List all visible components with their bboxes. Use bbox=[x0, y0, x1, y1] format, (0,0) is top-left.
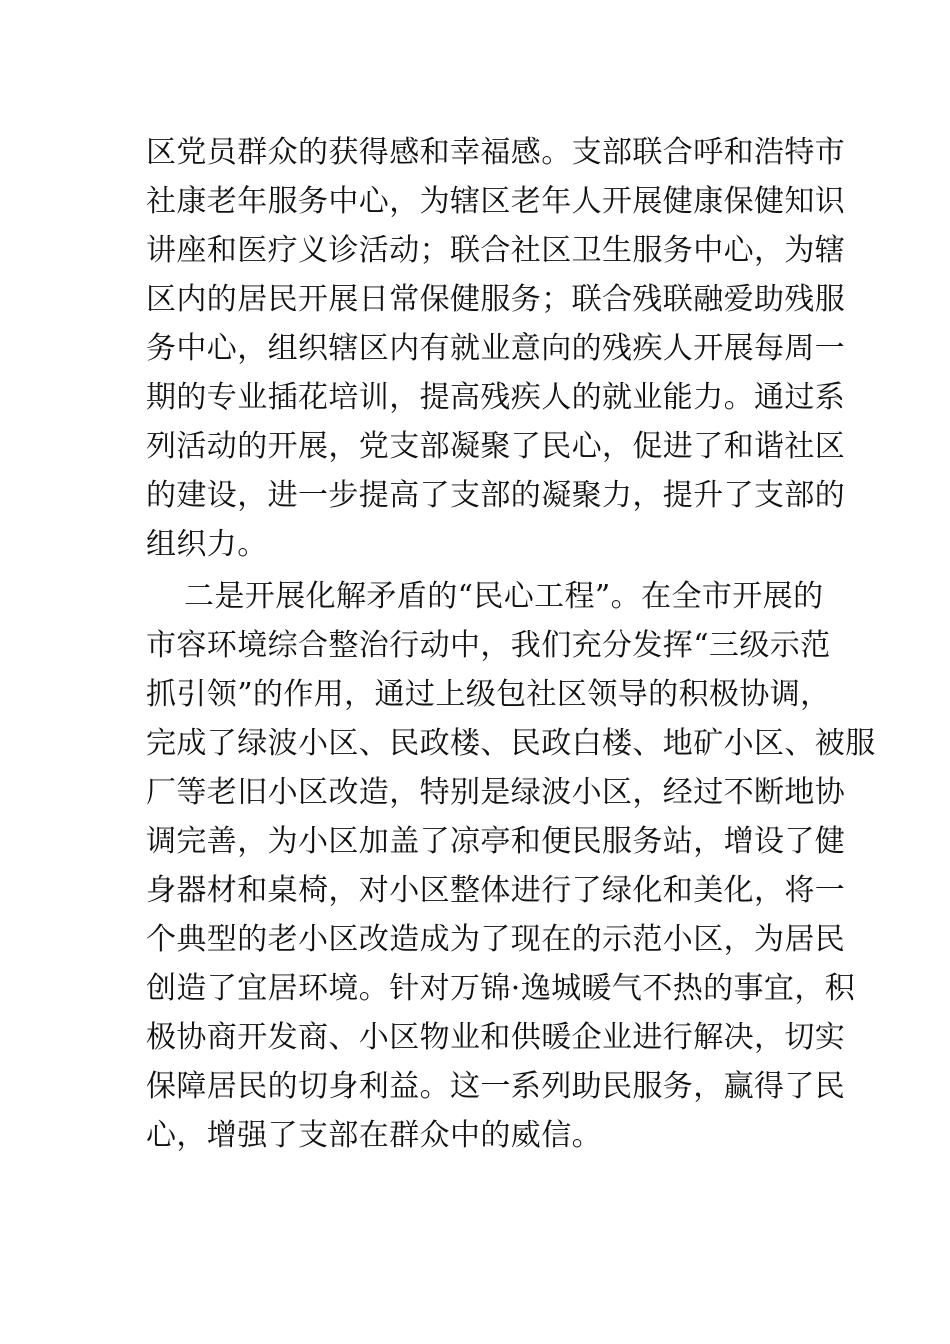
text-line: 二是开展化解矛盾的“民心工程”。在全市开展的 bbox=[184, 579, 824, 614]
text-line: 极协商开发商、小区物业和供暖企业进行解决，切实 bbox=[146, 1020, 846, 1055]
text-line: 期的专业插花培训，提高残疾人的就业能力。通过系 bbox=[146, 380, 846, 415]
text-line: 创造了宜居环境。针对万锦·逸城暖气不热的事宜，积 bbox=[146, 971, 856, 1006]
text-line: 抓引领”的作用，通过上级包社区领导的积极协调， bbox=[146, 677, 831, 712]
text-line: 的建设，进一步提高了支部的凝聚力，提升了支部的 bbox=[146, 478, 846, 513]
text-line: 讲座和医疗义诊活动；联合社区卫生服务中心，为辖 bbox=[146, 233, 846, 268]
text-line: 保障居民的切身利益。这一系列助民服务，赢得了民 bbox=[146, 1069, 846, 1104]
text-line: 组织力。 bbox=[146, 527, 268, 562]
text-line: 心，增强了支部在群众中的威信。 bbox=[146, 1118, 602, 1153]
text-line: 身器材和桌椅，对小区整体进行了绿化和美化，将一 bbox=[146, 873, 846, 908]
text-line: 区内的居民开展日常保健服务；联合残联融爱助残服 bbox=[146, 282, 846, 317]
text-line: 区党员群众的获得感和幸福感。支部联合呼和浩特市 bbox=[146, 135, 846, 170]
text-line: 厂等老旧小区改造，特别是绿波小区，经过不断地协 bbox=[146, 775, 846, 810]
text-line: 列活动的开展，党支部凝聚了民心，促进了和谐社区 bbox=[146, 429, 846, 464]
text-line: 社康老年服务中心，为辖区老年人开展健康保健知识 bbox=[146, 184, 846, 219]
text-line: 务中心，组织辖区内有就业意向的残疾人开展每周一 bbox=[146, 331, 846, 366]
text-line: 市容环境综合整治行动中，我们充分发挥“三级示范 bbox=[146, 628, 831, 663]
text-line: 完成了绿波小区、民政楼、民政白楼、地矿小区、被服 bbox=[146, 726, 876, 761]
text-line: 调完善，为小区加盖了凉亭和便民服务站，增设了健 bbox=[146, 824, 846, 859]
text-line: 个典型的老小区改造成为了现在的示范小区，为居民 bbox=[146, 922, 846, 957]
